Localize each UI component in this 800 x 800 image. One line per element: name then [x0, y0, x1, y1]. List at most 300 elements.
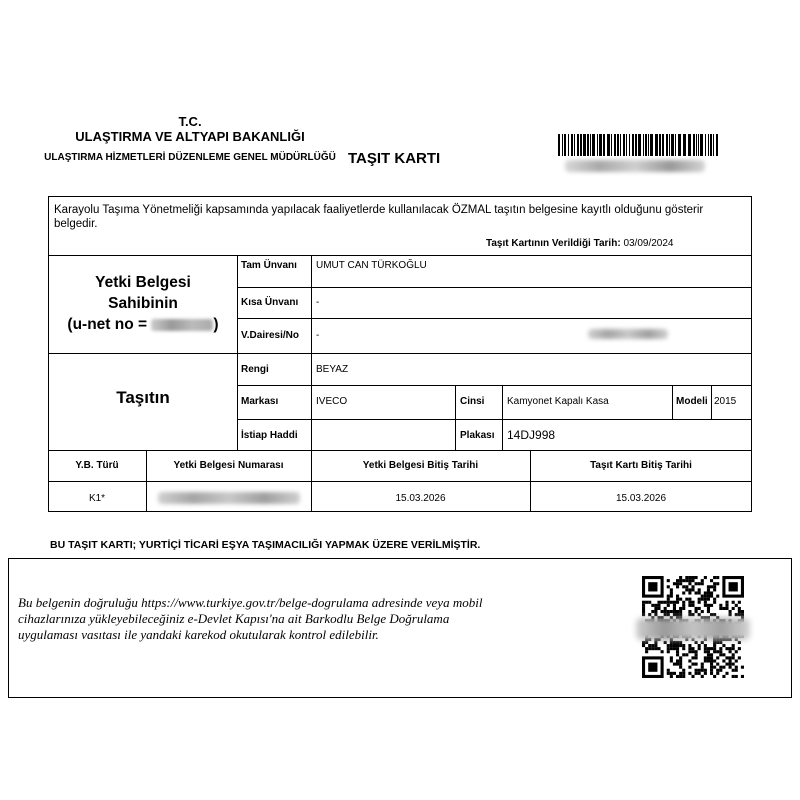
qr-module [729, 650, 732, 653]
verification-text [18, 595, 578, 643]
unet-prefix: (u-net no = [67, 316, 148, 333]
qr-module [688, 588, 691, 591]
qr-module [729, 663, 732, 666]
qr-module [719, 669, 722, 672]
qr-module [710, 585, 713, 588]
qr-module [688, 672, 691, 675]
qr-module [719, 607, 722, 610]
qr-module [667, 650, 670, 653]
qr-module [670, 595, 673, 598]
qr-module [691, 663, 694, 666]
qr-module [688, 644, 691, 647]
qr-module [664, 607, 667, 610]
qr-module [704, 669, 707, 672]
qr-module [645, 650, 648, 653]
qr-module [713, 647, 716, 650]
grid-line [48, 353, 752, 354]
qr-module [688, 591, 691, 594]
qr-module [685, 579, 688, 582]
barcode-bar [669, 134, 670, 156]
qr-module [670, 641, 673, 644]
qr-module [725, 656, 728, 659]
qr-module [722, 659, 725, 662]
qr-module [710, 604, 713, 607]
verification-line3: uygulaması vasıtası ile yandaki karekod okutularak kontrol edilebilir. [18, 627, 379, 642]
qr-module [716, 576, 719, 579]
qr-module [651, 644, 654, 647]
qr-module [679, 663, 682, 666]
qr-module [695, 641, 698, 644]
qr-module [682, 579, 685, 582]
qr-module [716, 595, 719, 598]
qr-module [735, 613, 738, 616]
qr-module [691, 588, 694, 591]
grid-line [48, 255, 752, 256]
qr-module [676, 601, 679, 604]
qr-module [732, 653, 735, 656]
qr-module [738, 647, 741, 650]
qr-module [732, 601, 735, 604]
qr-module [670, 672, 673, 675]
qr-module [713, 598, 716, 601]
qr-module [664, 610, 667, 613]
qr-module [673, 613, 676, 616]
qr-module [676, 650, 679, 653]
qr-module [654, 644, 657, 647]
qr-module [695, 672, 698, 675]
qr-module [716, 669, 719, 672]
qr-module [691, 576, 694, 579]
color-label: Rengi [241, 364, 269, 375]
qr-module [688, 650, 691, 653]
plate-value: 14DJ998 [507, 428, 556, 442]
qr-module [704, 598, 707, 601]
document-title: TAŞIT KARTI [348, 150, 441, 167]
qr-module [676, 641, 679, 644]
qr-module [667, 595, 670, 598]
barcode-bar [583, 134, 586, 156]
grid-line [672, 385, 673, 419]
qr-module [716, 641, 719, 644]
qr-module [642, 613, 645, 616]
qr-module [707, 607, 710, 610]
qr-module [701, 579, 704, 582]
qr-module [670, 591, 673, 594]
cert-expiry-value: 15.03.2026 [395, 493, 446, 504]
grid-line [237, 287, 752, 288]
capacity-label: İstiap Haddi [241, 430, 298, 441]
qr-module [716, 656, 719, 659]
qr-module [704, 644, 707, 647]
issue-date-label: Taşıt Kartının Verildiği Tarih: [486, 238, 621, 249]
qr-module [710, 672, 713, 675]
qr-module [679, 582, 682, 585]
cert-expiry-header: Yetki Belgesi Bitiş Tarihi [362, 460, 479, 471]
qr-module [698, 613, 701, 616]
qr-module [673, 641, 676, 644]
qr-module [651, 604, 654, 607]
qr-module [667, 644, 670, 647]
qr-module [698, 598, 701, 601]
qr-module [648, 644, 651, 647]
qr-module [710, 666, 713, 669]
qr-module [732, 675, 735, 678]
qr-module [716, 663, 719, 666]
barcode-bar [632, 134, 634, 156]
qr-module [698, 601, 701, 604]
qr-module [735, 650, 738, 653]
qr-module [704, 595, 707, 598]
qr-module [695, 576, 698, 579]
qr-module [654, 613, 657, 616]
qr-module [698, 669, 701, 672]
qr-module [707, 656, 710, 659]
qr-module [667, 601, 670, 604]
qr-module [682, 653, 685, 656]
qr-module [722, 607, 725, 610]
qr-module [725, 663, 728, 666]
qr-module [670, 610, 673, 613]
issue-date-value: 03/09/2024 [623, 238, 674, 249]
barcode-bar [678, 134, 681, 156]
redacted-cert-number [158, 492, 300, 504]
qr-module [676, 582, 679, 585]
qr-module [670, 656, 673, 659]
qr-module [673, 644, 676, 647]
qr-module [645, 641, 648, 644]
barcode-bar [698, 134, 699, 156]
qr-module [685, 598, 688, 601]
qr-module [713, 666, 716, 669]
qr-module [679, 641, 682, 644]
qr-module [695, 669, 698, 672]
tax-office-label: V.Dairesi/No [241, 330, 299, 341]
qr-module [722, 666, 725, 669]
qr-module [707, 610, 710, 613]
qr-module [713, 588, 716, 591]
qr-module [685, 576, 688, 579]
qr-module [735, 666, 738, 669]
qr-module [664, 641, 667, 644]
barcode-bar [611, 134, 612, 156]
barcode-bar [558, 134, 560, 156]
type-label: Cinsi [460, 396, 485, 407]
qr-module [710, 595, 713, 598]
qr-module [698, 672, 701, 675]
barcode-bar [713, 134, 714, 156]
qr-module [667, 585, 670, 588]
qr-module [704, 650, 707, 653]
qr-module [713, 582, 716, 585]
qr-module [679, 579, 682, 582]
qr-module [657, 604, 660, 607]
qr-module [713, 675, 716, 678]
redacted-unet-number [151, 319, 213, 331]
qr-module [667, 579, 670, 582]
qr-module [710, 653, 713, 656]
qr-module [651, 610, 654, 613]
qr-module [713, 644, 716, 647]
barcode-bar [700, 134, 703, 156]
qr-module [676, 663, 679, 666]
qr-module [725, 607, 728, 610]
qr-module [670, 675, 673, 678]
qr-module [682, 644, 685, 647]
issuer-block [40, 114, 340, 164]
qr-module [676, 579, 679, 582]
barcode-bar [580, 134, 582, 156]
plate-label: Plakası [460, 430, 495, 441]
qr-module [673, 647, 676, 650]
qr-module [710, 591, 713, 594]
qr-module [707, 604, 710, 607]
qr-module [645, 601, 648, 604]
qr-module [642, 641, 645, 644]
qr-module [741, 610, 744, 613]
qr-module [682, 607, 685, 610]
qr-module [688, 598, 691, 601]
qr-module [710, 663, 713, 666]
brand-label: Markası [241, 396, 279, 407]
barcode-bar [603, 134, 605, 156]
qr-module [682, 672, 685, 675]
barcode-bar [626, 134, 627, 156]
qr-module [707, 659, 710, 662]
qr-module [664, 601, 667, 604]
grid-line [237, 385, 752, 386]
qr-module [710, 647, 713, 650]
qr-module [698, 647, 701, 650]
redacted-qr-area [636, 618, 750, 640]
qr-module [732, 656, 735, 659]
qr-module [741, 675, 744, 678]
qr-module [701, 675, 704, 678]
qr-module [648, 647, 651, 650]
qr-module [676, 598, 679, 601]
qr-module [722, 675, 725, 678]
barcode-bar [638, 134, 641, 156]
qr-module [682, 601, 685, 604]
qr-module [729, 647, 732, 650]
qr-module [667, 647, 670, 650]
qr-module [735, 669, 738, 672]
grid-line [48, 481, 752, 482]
full-title-label: Tam Ünvanı [241, 260, 297, 271]
barcode-bar [614, 134, 616, 156]
barcode-bar [683, 134, 686, 156]
cert-number-header: Yetki Belgesi Numarası [173, 460, 284, 471]
qr-module [716, 650, 719, 653]
qr-module [691, 585, 694, 588]
qr-module [679, 613, 682, 616]
barcode-bar [693, 134, 695, 156]
qr-module [664, 613, 667, 616]
qr-module [719, 604, 722, 607]
qr-module [691, 579, 694, 582]
department-name: ULAŞTIRMA HİZMETLERİ DÜZENLEME GENEL MÜDÜRLÜĞÜ [44, 152, 336, 163]
barcode-bar [574, 134, 575, 156]
qr-module [704, 656, 707, 659]
qr-module [722, 653, 725, 656]
qr-module [701, 582, 704, 585]
qr-module [741, 666, 744, 669]
qr-module [707, 585, 710, 588]
qr-module [691, 601, 694, 604]
qr-finder [648, 582, 657, 591]
issue-date [486, 238, 674, 249]
grid-line [237, 419, 752, 420]
qr-module [651, 647, 654, 650]
qr-module [729, 613, 732, 616]
cert-type-value: K1* [88, 493, 106, 504]
qr-module [695, 663, 698, 666]
qr-module [725, 601, 728, 604]
barcode-bar [688, 134, 691, 156]
barcode-bar [635, 134, 637, 156]
barcode-bar [675, 134, 676, 156]
ministry-name: ULAŞTIRMA VE ALTYAPI BAKANLIĞI [75, 129, 305, 144]
qr-module [679, 659, 682, 662]
qr-module [688, 582, 691, 585]
grid-line [455, 385, 456, 450]
qr-module [648, 613, 651, 616]
grid-line [48, 450, 752, 451]
vehicle-section-label: Taşıtın [116, 388, 170, 407]
qr-module [704, 647, 707, 650]
qr-module [698, 588, 701, 591]
qr-module [701, 669, 704, 672]
qr-module [738, 601, 741, 604]
qr-module [695, 650, 698, 653]
qr-module [695, 653, 698, 656]
qr-module [679, 656, 682, 659]
qr-module [725, 647, 728, 650]
qr-module [679, 666, 682, 669]
qr-module [670, 601, 673, 604]
barcode-bar [708, 134, 709, 156]
qr-module [676, 585, 679, 588]
redacted-barcode-number [565, 160, 705, 172]
qr-module [642, 604, 645, 607]
barcode-image [558, 134, 718, 156]
qr-module [682, 604, 685, 607]
owner-label-line1: Yetki Belgesi [95, 274, 191, 291]
brand-value: IVECO [316, 396, 348, 407]
qr-module [695, 610, 698, 613]
qr-module [685, 588, 688, 591]
qr-module [682, 675, 685, 678]
qr-module [704, 659, 707, 662]
qr-module [682, 585, 685, 588]
qr-module [713, 601, 716, 604]
qr-module [704, 591, 707, 594]
unet-suffix: ) [213, 316, 219, 333]
qr-module [688, 659, 691, 662]
qr-module [691, 650, 694, 653]
qr-module [729, 659, 732, 662]
model-value: 2015 [714, 396, 737, 407]
barcode-bar [645, 134, 647, 156]
qr-module [732, 607, 735, 610]
barcode-bar [571, 134, 573, 156]
qr-module [661, 601, 664, 604]
qr-module [725, 604, 728, 607]
qr-module [698, 591, 701, 594]
qr-module [688, 666, 691, 669]
qr-module [701, 598, 704, 601]
qr-module [642, 644, 645, 647]
cert-type-header: Y.B. Türü [75, 460, 119, 471]
qr-module [695, 607, 698, 610]
qr-module [676, 610, 679, 613]
qr-module [719, 666, 722, 669]
qr-module [719, 653, 722, 656]
qr-module [667, 610, 670, 613]
barcode-bar [590, 134, 591, 156]
qr-module [710, 669, 713, 672]
qr-module [713, 585, 716, 588]
qr-module [676, 647, 679, 650]
qr-module [688, 604, 691, 607]
qr-module [713, 613, 716, 616]
qr-module [679, 598, 682, 601]
qr-module [667, 613, 670, 616]
barcode-bar [617, 134, 619, 156]
qr-module [667, 598, 670, 601]
barcode-bar [666, 134, 668, 156]
qr-module [661, 610, 664, 613]
full-title-value: UMUT CAN TÜRKOĞLU [316, 260, 427, 271]
qr-module [676, 595, 679, 598]
redacted-tax-number [588, 329, 668, 339]
qr-module [648, 601, 651, 604]
qr-module [738, 641, 741, 644]
qr-module [673, 610, 676, 613]
qr-finder [729, 582, 738, 591]
qr-module [676, 653, 679, 656]
qr-finder [648, 663, 657, 672]
qr-module [735, 659, 738, 662]
type-value: Kamyonet Kapalı Kasa [507, 396, 609, 407]
barcode-bar [648, 134, 649, 156]
qr-module [725, 672, 728, 675]
qr-module [654, 647, 657, 650]
qr-module [679, 576, 682, 579]
qr-module [682, 647, 685, 650]
barcode-bar [629, 134, 630, 156]
qr-module [738, 656, 741, 659]
barcode-bar [643, 134, 644, 156]
qr-module [673, 604, 676, 607]
barcode-bar [592, 134, 595, 156]
qr-module [722, 644, 725, 647]
qr-module [729, 666, 732, 669]
qr-module [679, 610, 682, 613]
qr-module [682, 591, 685, 594]
qr-module [695, 591, 698, 594]
verification-line2: cihazlarınıza yükleyebileceğiniz e-Devlet Kapısı'na ait Barkodlu Belge Doğrulama [18, 611, 450, 626]
qr-module [670, 647, 673, 650]
qr-module [657, 601, 660, 604]
qr-module [710, 613, 713, 616]
verification-line1: Bu belgenin doğruluğu https://www.turkiye.gov.tr/belge-dogrulama adresinde veya mobil [18, 595, 483, 610]
qr-module [673, 582, 676, 585]
qr-module [735, 604, 738, 607]
barcode-bar [587, 134, 589, 156]
qr-module [741, 613, 744, 616]
qr-module [701, 641, 704, 644]
intro-text: Karayolu Taşıma Yönetmeliği kapsamında yapılacak faaliyetlerde kullanılacak ÖZMAL taşıtın belgesine kayıtlı olduğunu gösterir belgedir. [54, 204, 704, 230]
